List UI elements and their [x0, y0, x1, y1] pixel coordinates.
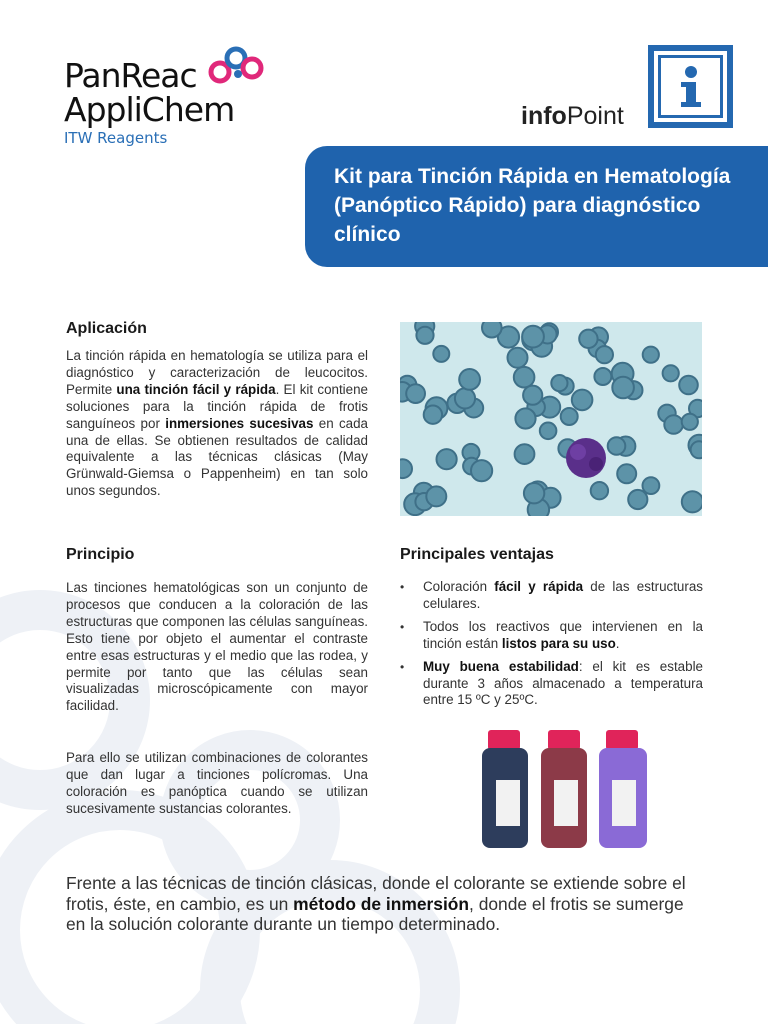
- infopoint-bold: info: [521, 102, 567, 130]
- title-banner: [305, 146, 768, 267]
- page-title: Kit para Tinción Rápida en Hematología (Panóptico Rápido) para diagnóstico clínico: [334, 165, 731, 246]
- logo-molecule-icon: [206, 44, 270, 86]
- panreac-applichem-logo: [64, 44, 284, 154]
- logo-subtitle: ITW Reagents: [64, 129, 168, 147]
- aplicacion-paragraph: La tinción rápida en hematología se utiliza para el diagnóstico y caracterización de leucocitos. Permite una tinción fácil y rápida. El kit contiene soluciones para la tinción rápida de frotis sanguíneos por inmersiones sucesivas en cada una de ellas. Se obtienen resultados de calidad equivalente a las técnicas clásicas (May Grünwald-Giemsa o Pappenheim) en tan solo unos segundos.: [66, 348, 369, 499]
- blood-smear-image: [400, 322, 702, 516]
- bottom-summary: Frente a las técnicas de tinción clásicas, donde el colorante se extiende sobre el frotis, éste, en cambio, es un método de inmersión, donde el frotis se sumerge en la solución colorante durante un tiempo determinado.: [66, 873, 686, 934]
- infopoint-label: [521, 102, 624, 131]
- principio-heading: Principio: [66, 546, 135, 563]
- logo-line2: AppliChem: [64, 90, 235, 129]
- principio-paragraph-2: Para ello se utilizan combinaciones de colorantes que dan lugar a tinciones polícromas. Una coloración es panóptica cuando se utilizan sucesivamente sustancias colorantes.: [66, 750, 368, 816]
- reagent-bottles-image: [474, 730, 656, 860]
- logo-line1: PanReac: [64, 56, 197, 95]
- infopoint-regular: Point: [566, 102, 624, 130]
- ventajas-item: • Coloración fácil y rápida de las estructuras celulares.: [400, 579, 703, 611]
- ventajas-list: [400, 579, 703, 715]
- ventajas-heading: Principales ventajas: [400, 546, 554, 563]
- principio-paragraph-1: Las tinciones hematológicas son un conjunto de procesos que conducen a la coloración de las estructuras que componen las células sanguíneas. Esto tiene por objeto el aumentar el contraste entre esas estructuras y el medio que las rodea, y permite por tanto que las células sean visualizadas microscópicamente con mayor facilidad.: [66, 580, 368, 714]
- aplicacion-heading: Aplicación: [66, 320, 147, 337]
- info-icon: [648, 45, 733, 128]
- ventajas-item: • Todos los reactivos que intervienen en la tinción están listos para su uso.: [400, 618, 703, 651]
- ventajas-item: • Muy buena estabilidad: el kit es estable durante 3 años almacenado a temperatura entre 15 ºC y 25ºC.: [400, 658, 703, 708]
